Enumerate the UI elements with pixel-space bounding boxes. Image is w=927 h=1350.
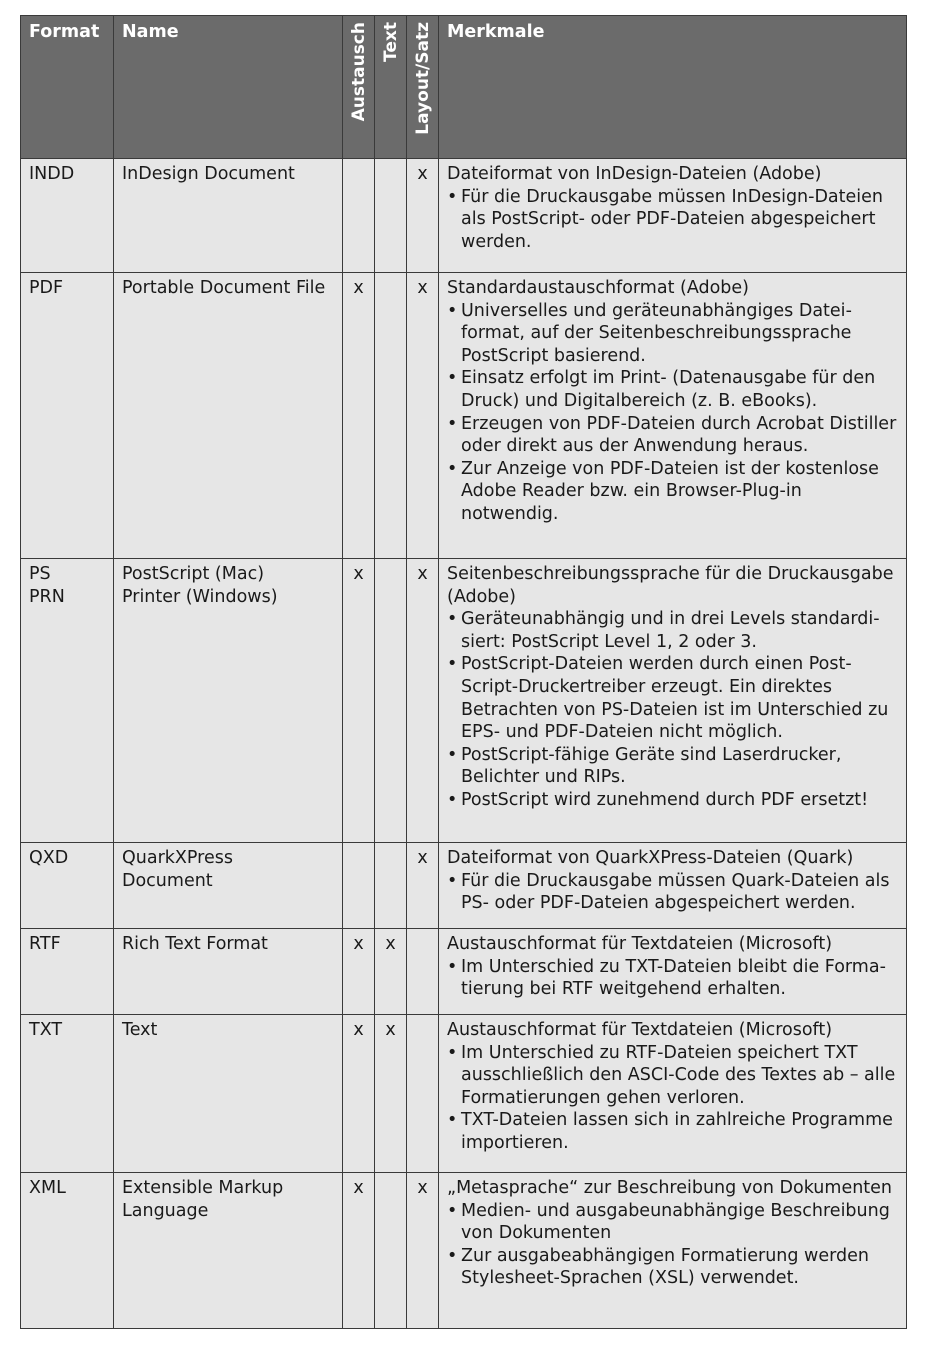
layout-mark: x <box>407 273 439 559</box>
header-austausch <box>343 16 375 159</box>
text-mark <box>375 159 407 273</box>
format-code: XML <box>29 1178 66 1198</box>
table-row <box>21 559 907 843</box>
list-item: • Medien- und ausgabeunabhängige Beschreibung von Dokumenten <box>447 1200 900 1245</box>
header-layout <box>407 16 439 159</box>
table-body <box>21 159 907 1329</box>
austausch-mark: x <box>343 929 375 1015</box>
format-name: QuarkXPress <box>122 848 233 868</box>
merkmale-cell <box>439 559 907 843</box>
name-cell <box>114 843 343 929</box>
merkmale-cell <box>439 1173 907 1329</box>
merkmale-list <box>447 1042 900 1155</box>
list-item: • Erzeugen von PDF-Dateien durch Acrobat Distiller oder direkt aus der Anwendung heraus. <box>447 413 900 458</box>
format-code: QXD <box>29 848 69 868</box>
list-item: • PostScript-Dateien werden durch einen PostScript-Druckertreiber erzeugt. Ein direktes Betrachten von PS-Dateien ist im Unterschied zu EPS- und PDF-Dateien nicht möglich. <box>447 653 900 743</box>
name-cell <box>114 159 343 273</box>
table-header-row <box>21 16 907 159</box>
austausch-mark <box>343 843 375 929</box>
layout-mark: x <box>407 1173 439 1329</box>
format-name: InDesign Document <box>122 164 295 184</box>
text-mark <box>375 1173 407 1329</box>
merkmale-intro: Austauschformat für Textdateien (Microsoft) <box>447 934 833 954</box>
list-item: • TXT-Dateien lassen sich in zahlreiche Programme importieren. <box>447 1109 900 1154</box>
list-item: • Universelles und geräteunabhängiges Dateiformat, auf der Seitenbeschreibungssprache PostScript basierend. <box>447 300 900 368</box>
format-table <box>20 15 907 1329</box>
format-cell <box>21 929 114 1015</box>
list-item: • Einsatz erfolgt im Print- (Datenausgabe für den Druck) und Digitalbereich (z. B. eBooks). <box>447 367 900 412</box>
name-cell <box>114 1015 343 1173</box>
list-item: • Im Unterschied zu TXT-Dateien bleibt die Formatierung bei RTF weitgehend erhalten. <box>447 956 900 1001</box>
merkmale-intro: Seitenbeschreibungssprache für die Druckausgabe (Adobe) <box>447 564 894 607</box>
list-item: • Für die Druckausgabe müssen Quark-Dateien als PS- oder PDF-Dateien abgespeichert werden. <box>447 870 900 915</box>
list-item: • Im Unterschied zu RTF-Dateien speichert TXT ausschließlich den ASCI-Code des Textes ab – alle Formatierungen gehen verloren. <box>447 1042 900 1110</box>
format-name: Portable Document File <box>122 278 326 298</box>
merkmale-intro: Standardaustauschformat (Adobe) <box>447 278 750 298</box>
merkmale-list <box>447 186 900 254</box>
merkmale-list <box>447 608 900 811</box>
austausch-mark <box>343 159 375 273</box>
name-cell <box>114 1173 343 1329</box>
list-item: • Zur ausgabeabhängigen Formatierung werden Stylesheet-Sprachen (XSL) verwendet. <box>447 1245 900 1290</box>
header-layout-label: Layout/Satz <box>412 22 433 135</box>
format-cell <box>21 1015 114 1173</box>
header-name: Name <box>114 16 343 159</box>
format-code: TXT <box>29 1020 63 1040</box>
layout-mark: x <box>407 159 439 273</box>
format-cell <box>21 159 114 273</box>
text-mark <box>375 559 407 843</box>
table-row <box>21 273 907 559</box>
list-item: • PostScript-fähige Geräte sind Laserdrucker, Belichter und RIPs. <box>447 744 900 789</box>
austausch-mark: x <box>343 1173 375 1329</box>
layout-mark: x <box>407 559 439 843</box>
layout-mark <box>407 929 439 1015</box>
format-code: PRN <box>29 586 65 607</box>
list-item: • PostScript wird zunehmend durch PDF ersetzt! <box>447 789 900 812</box>
format-cell <box>21 273 114 559</box>
table-row <box>21 159 907 273</box>
merkmale-list <box>447 956 900 1001</box>
format-cell <box>21 559 114 843</box>
header-text <box>375 16 407 159</box>
list-item: • Geräteunabhängig und in drei Levels standardisiert: PostScript Level 1, 2 oder 3. <box>447 608 900 653</box>
format-name: Document <box>122 870 213 891</box>
format-code: PDF <box>29 278 64 298</box>
name-cell <box>114 929 343 1015</box>
format-code: INDD <box>29 164 75 184</box>
text-mark <box>375 273 407 559</box>
text-mark: x <box>375 1015 407 1173</box>
format-code: PS <box>29 564 51 584</box>
layout-mark: x <box>407 843 439 929</box>
text-mark <box>375 843 407 929</box>
list-item: • Zur Anzeige von PDF-Dateien ist der kostenlose Adobe Reader bzw. ein Browser-Plug-in notwendig. <box>447 458 900 526</box>
format-cell <box>21 1173 114 1329</box>
header-text-label: Text <box>380 22 401 62</box>
table-row <box>21 843 907 929</box>
format-name: PostScript (Mac) <box>122 564 265 584</box>
austausch-mark: x <box>343 559 375 843</box>
header-austausch-label: Austausch <box>348 22 369 122</box>
merkmale-intro: „Metasprache“ zur Beschreibung von Dokumenten <box>447 1178 893 1198</box>
layout-mark <box>407 1015 439 1173</box>
format-name: Text <box>122 1020 158 1040</box>
format-cell <box>21 843 114 929</box>
merkmale-list <box>447 1200 900 1290</box>
list-item: • Für die Druckausgabe müssen InDesign-Dateien als PostScript- oder PDF-Dateien abgespeichert werden. <box>447 186 900 254</box>
austausch-mark: x <box>343 1015 375 1173</box>
table-row <box>21 1173 907 1329</box>
table-row <box>21 1015 907 1173</box>
merkmale-cell <box>439 159 907 273</box>
merkmale-intro: Dateiformat von InDesign-Dateien (Adobe) <box>447 164 822 184</box>
merkmale-cell <box>439 843 907 929</box>
name-cell <box>114 273 343 559</box>
format-name: Extensible Markup <box>122 1178 284 1198</box>
merkmale-list <box>447 300 900 526</box>
table-row <box>21 929 907 1015</box>
header-merkmale: Merkmale <box>439 16 907 159</box>
text-mark: x <box>375 929 407 1015</box>
format-name: Printer (Windows) <box>122 586 278 607</box>
austausch-mark: x <box>343 273 375 559</box>
merkmale-cell <box>439 273 907 559</box>
format-name: Language <box>122 1200 209 1221</box>
merkmale-cell <box>439 1015 907 1173</box>
merkmale-intro: Dateiformat von QuarkXPress-Dateien (Quark) <box>447 848 854 868</box>
name-cell <box>114 559 343 843</box>
merkmale-intro: Austauschformat für Textdateien (Microsoft) <box>447 1020 833 1040</box>
format-code: RTF <box>29 934 61 954</box>
merkmale-list <box>447 870 900 915</box>
merkmale-cell <box>439 929 907 1015</box>
format-name: Rich Text Format <box>122 934 268 954</box>
header-format: Format <box>21 16 114 159</box>
